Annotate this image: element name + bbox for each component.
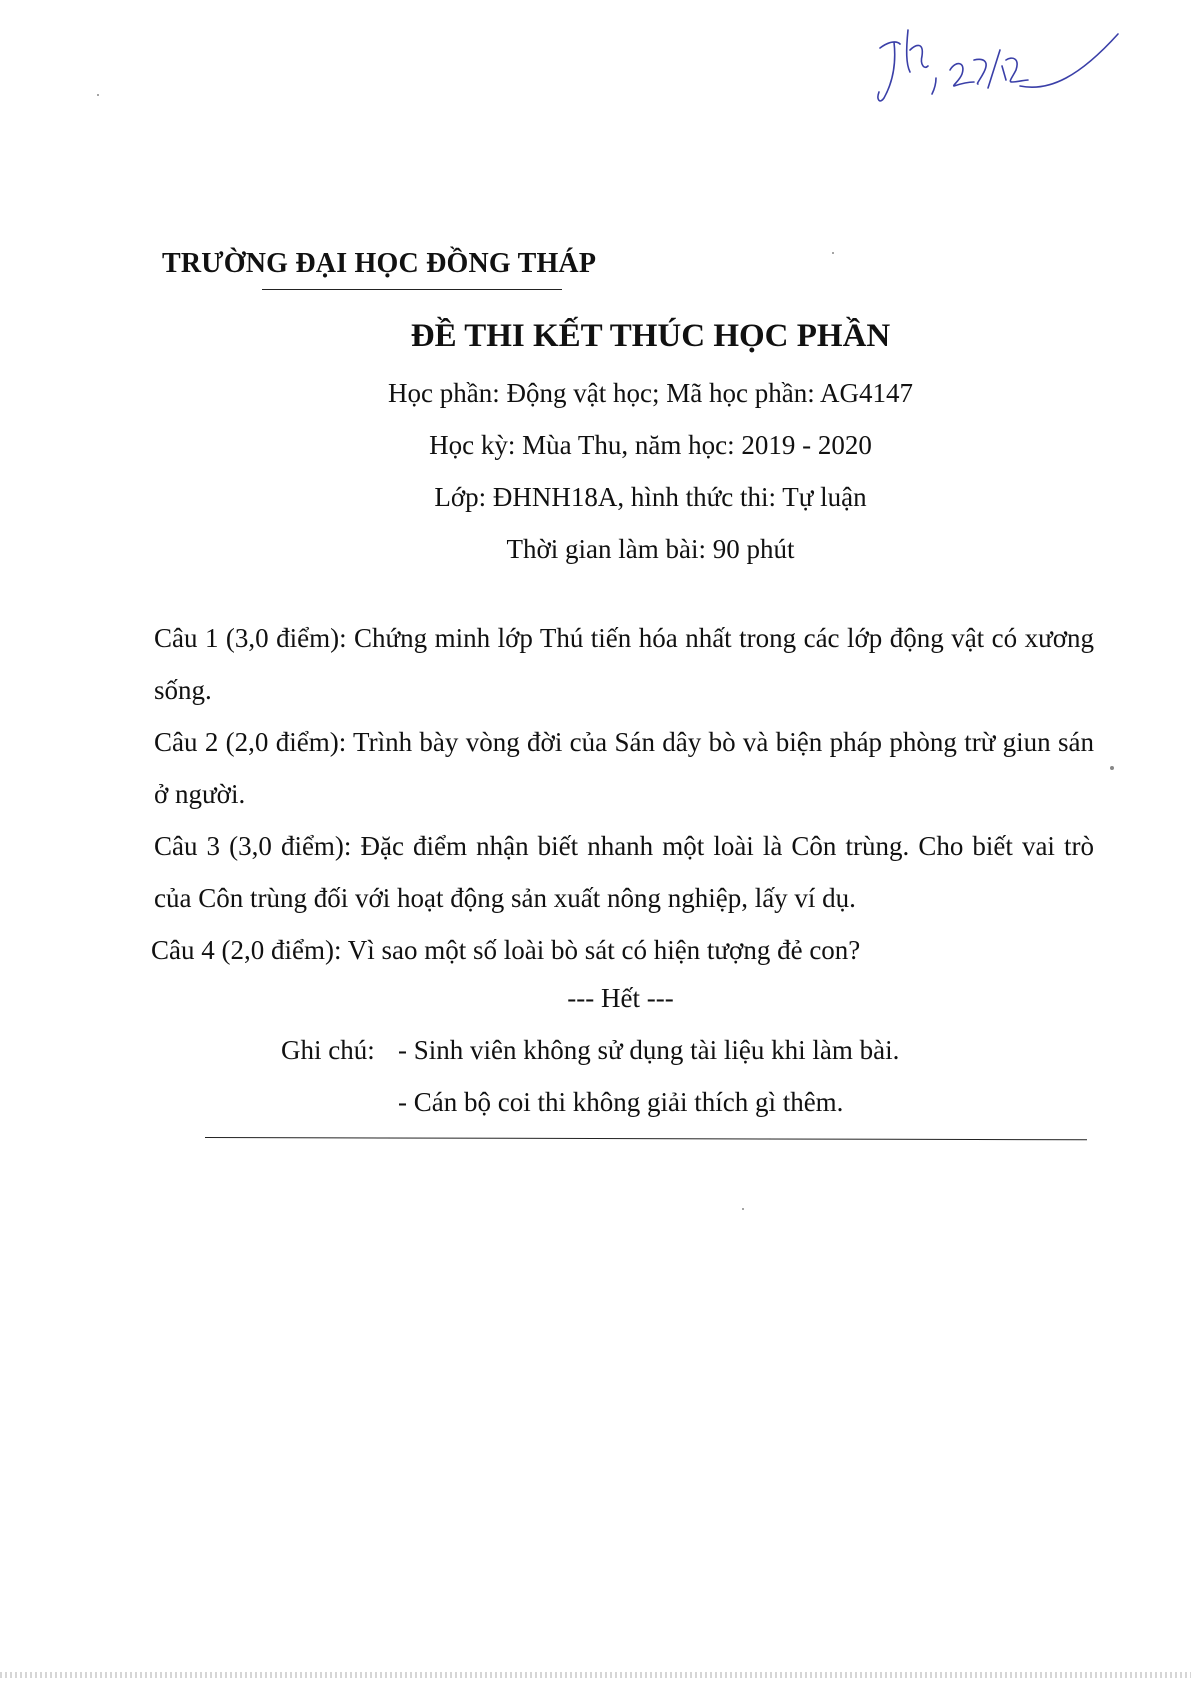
scan-speck bbox=[832, 252, 834, 254]
question-3: Câu 3 (3,0 điểm): Đặc điểm nhận biết nhanh một loài là Côn trùng. Cho biết vai trò của Côn trùng đối với hoạt động sản xuất nông nghiệp, lấy ví dụ. bbox=[154, 831, 1094, 913]
bottom-divider bbox=[205, 1137, 1087, 1140]
scan-speck bbox=[742, 1208, 744, 1210]
question-2: Câu 2 (2,0 điểm): Trình bày vòng đời của Sán dây bò và biện pháp phòng trừ giun sán ở người. bbox=[154, 727, 1094, 809]
question-4: Câu 4 (2,0 điểm): Vì sao một số loài bò sát có hiện tượng đẻ con? bbox=[151, 935, 861, 965]
note-line-2: - Cán bộ coi thi không giải thích gì thêm. bbox=[398, 1087, 844, 1117]
class-info: Lớp: ĐHNH18A, hình thức thi: Tự luận bbox=[434, 482, 867, 512]
end-mark: --- Hết --- bbox=[567, 983, 674, 1013]
handwritten-annotation bbox=[870, 20, 1130, 110]
exam-title: ĐỀ THI KẾT THÚC HỌC PHẦN bbox=[410, 318, 891, 354]
school-name: TRƯỜNG ĐẠI HỌC ĐỒNG THÁP bbox=[162, 248, 597, 279]
note-label: Ghi chú: bbox=[281, 1035, 375, 1065]
school-underline bbox=[262, 289, 562, 290]
scan-speck bbox=[97, 94, 99, 96]
question-1: Câu 1 (3,0 điểm): Chứng minh lớp Thú tiến hóa nhất trong các lớp động vật có xương sống. bbox=[154, 623, 1094, 705]
note-line-1: - Sinh viên không sử dụng tài liệu khi làm bài. bbox=[398, 1035, 900, 1065]
time-info: Thời gian làm bài: 90 phút bbox=[506, 534, 795, 564]
scan-edge bbox=[0, 1672, 1191, 1678]
course-info: Học phần: Động vật học; Mã học phần: AG4147 bbox=[388, 378, 913, 408]
scan-speck bbox=[1110, 766, 1114, 770]
semester-info: Học kỳ: Mùa Thu, năm học: 2019 - 2020 bbox=[429, 430, 872, 460]
